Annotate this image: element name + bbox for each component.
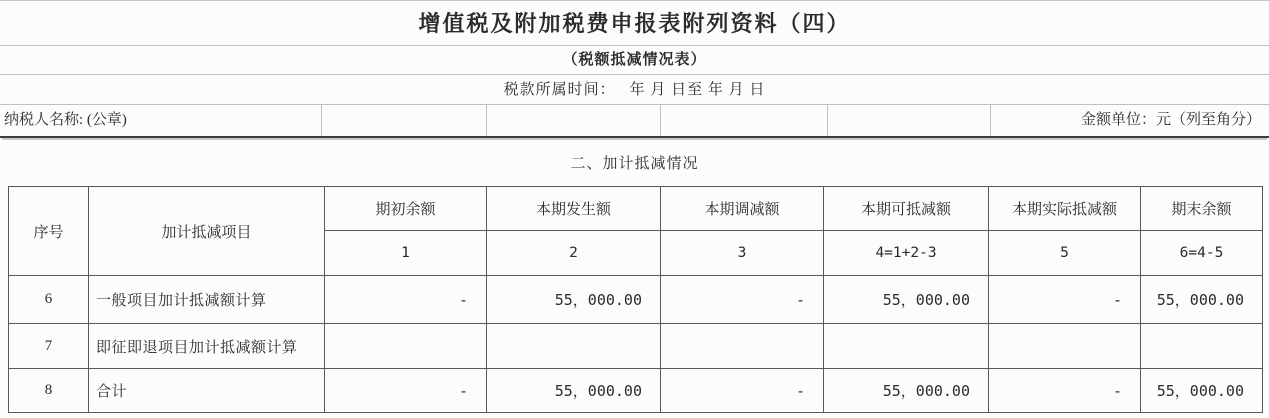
col-number-6: 6=4-5 bbox=[1141, 231, 1263, 276]
col-header-item: 加计抵减项目 bbox=[89, 187, 325, 276]
row-item-label: 合计 bbox=[89, 369, 325, 413]
cell-deductible-amount: 55，000.00 bbox=[824, 276, 989, 324]
cell-opening-balance: - bbox=[325, 276, 487, 324]
cell-current-amount: 55，000.00 bbox=[487, 369, 661, 413]
taxpayer-empty-cell-2 bbox=[487, 105, 661, 136]
col-header-ending: 期末余额 bbox=[1141, 187, 1263, 231]
cell-opening-balance bbox=[325, 324, 487, 369]
cell-deductible-amount: 55，000.00 bbox=[824, 369, 989, 413]
form-title: 增值税及附加税费申报表附列资料（四） bbox=[0, 1, 1269, 46]
taxpayer-empty-cell-4 bbox=[828, 105, 991, 136]
col-number-2: 2 bbox=[487, 231, 661, 276]
tax-period-label: 税款所属时间： bbox=[503, 82, 616, 98]
section-title: 二、加计抵减情况 bbox=[570, 155, 699, 172]
taxpayer-empty-cell-1 bbox=[322, 105, 487, 136]
cell-actual-deduction bbox=[989, 324, 1141, 369]
taxpayer-empty-cell-3 bbox=[661, 105, 828, 136]
cell-actual-deduction: - bbox=[989, 369, 1141, 413]
col-header-deductible: 本期可抵减额 bbox=[824, 187, 989, 231]
table-row-total bbox=[9, 369, 1263, 413]
col-header-actual: 本期实际抵减额 bbox=[989, 187, 1141, 231]
tax-period-row bbox=[0, 75, 1269, 105]
cell-current-amount bbox=[487, 324, 661, 369]
col-number-1: 1 bbox=[325, 231, 487, 276]
row-seq: 8 bbox=[9, 369, 89, 413]
cell-reduction-amount: - bbox=[661, 369, 824, 413]
col-header-opening: 期初余额 bbox=[325, 187, 487, 231]
cell-deductible-amount bbox=[824, 324, 989, 369]
cell-ending-balance: 55，000.00 bbox=[1141, 369, 1263, 413]
table-row-general-items bbox=[9, 276, 1263, 324]
cell-ending-balance bbox=[1141, 324, 1263, 369]
col-number-3: 3 bbox=[661, 231, 824, 276]
col-header-reduction: 本期调减额 bbox=[661, 187, 824, 231]
table-header-row-names bbox=[9, 187, 1263, 231]
deduction-table bbox=[8, 186, 1263, 413]
form-subtitle: （税额抵减情况表） bbox=[0, 46, 1269, 75]
cell-reduction-amount: - bbox=[661, 276, 824, 324]
taxpayer-name-label: 纳税人名称: (公章) bbox=[0, 105, 322, 136]
cell-actual-deduction: - bbox=[989, 276, 1141, 324]
cell-current-amount: 55，000.00 bbox=[487, 276, 661, 324]
row-seq: 7 bbox=[9, 324, 89, 369]
col-number-4: 4=1+2-3 bbox=[824, 231, 989, 276]
col-header-current: 本期发生额 bbox=[487, 187, 661, 231]
row-item-label: 即征即退项目加计抵减额计算 bbox=[89, 324, 325, 369]
amount-unit-label: 金额单位：元（列至角分） bbox=[1080, 112, 1261, 128]
row-item-label: 一般项目加计抵减额计算 bbox=[89, 276, 325, 324]
cell-opening-balance: - bbox=[325, 369, 487, 413]
cell-ending-balance: 55，000.00 bbox=[1141, 276, 1263, 324]
cell-reduction-amount bbox=[661, 324, 824, 369]
row-seq: 6 bbox=[9, 276, 89, 324]
taxpayer-row bbox=[0, 105, 1269, 138]
tax-period-value: 年 月 日至 年 月 日 bbox=[629, 82, 766, 98]
col-header-seq: 序号 bbox=[9, 187, 89, 276]
col-number-5: 5 bbox=[989, 231, 1141, 276]
table-row-refund-items bbox=[9, 324, 1263, 369]
